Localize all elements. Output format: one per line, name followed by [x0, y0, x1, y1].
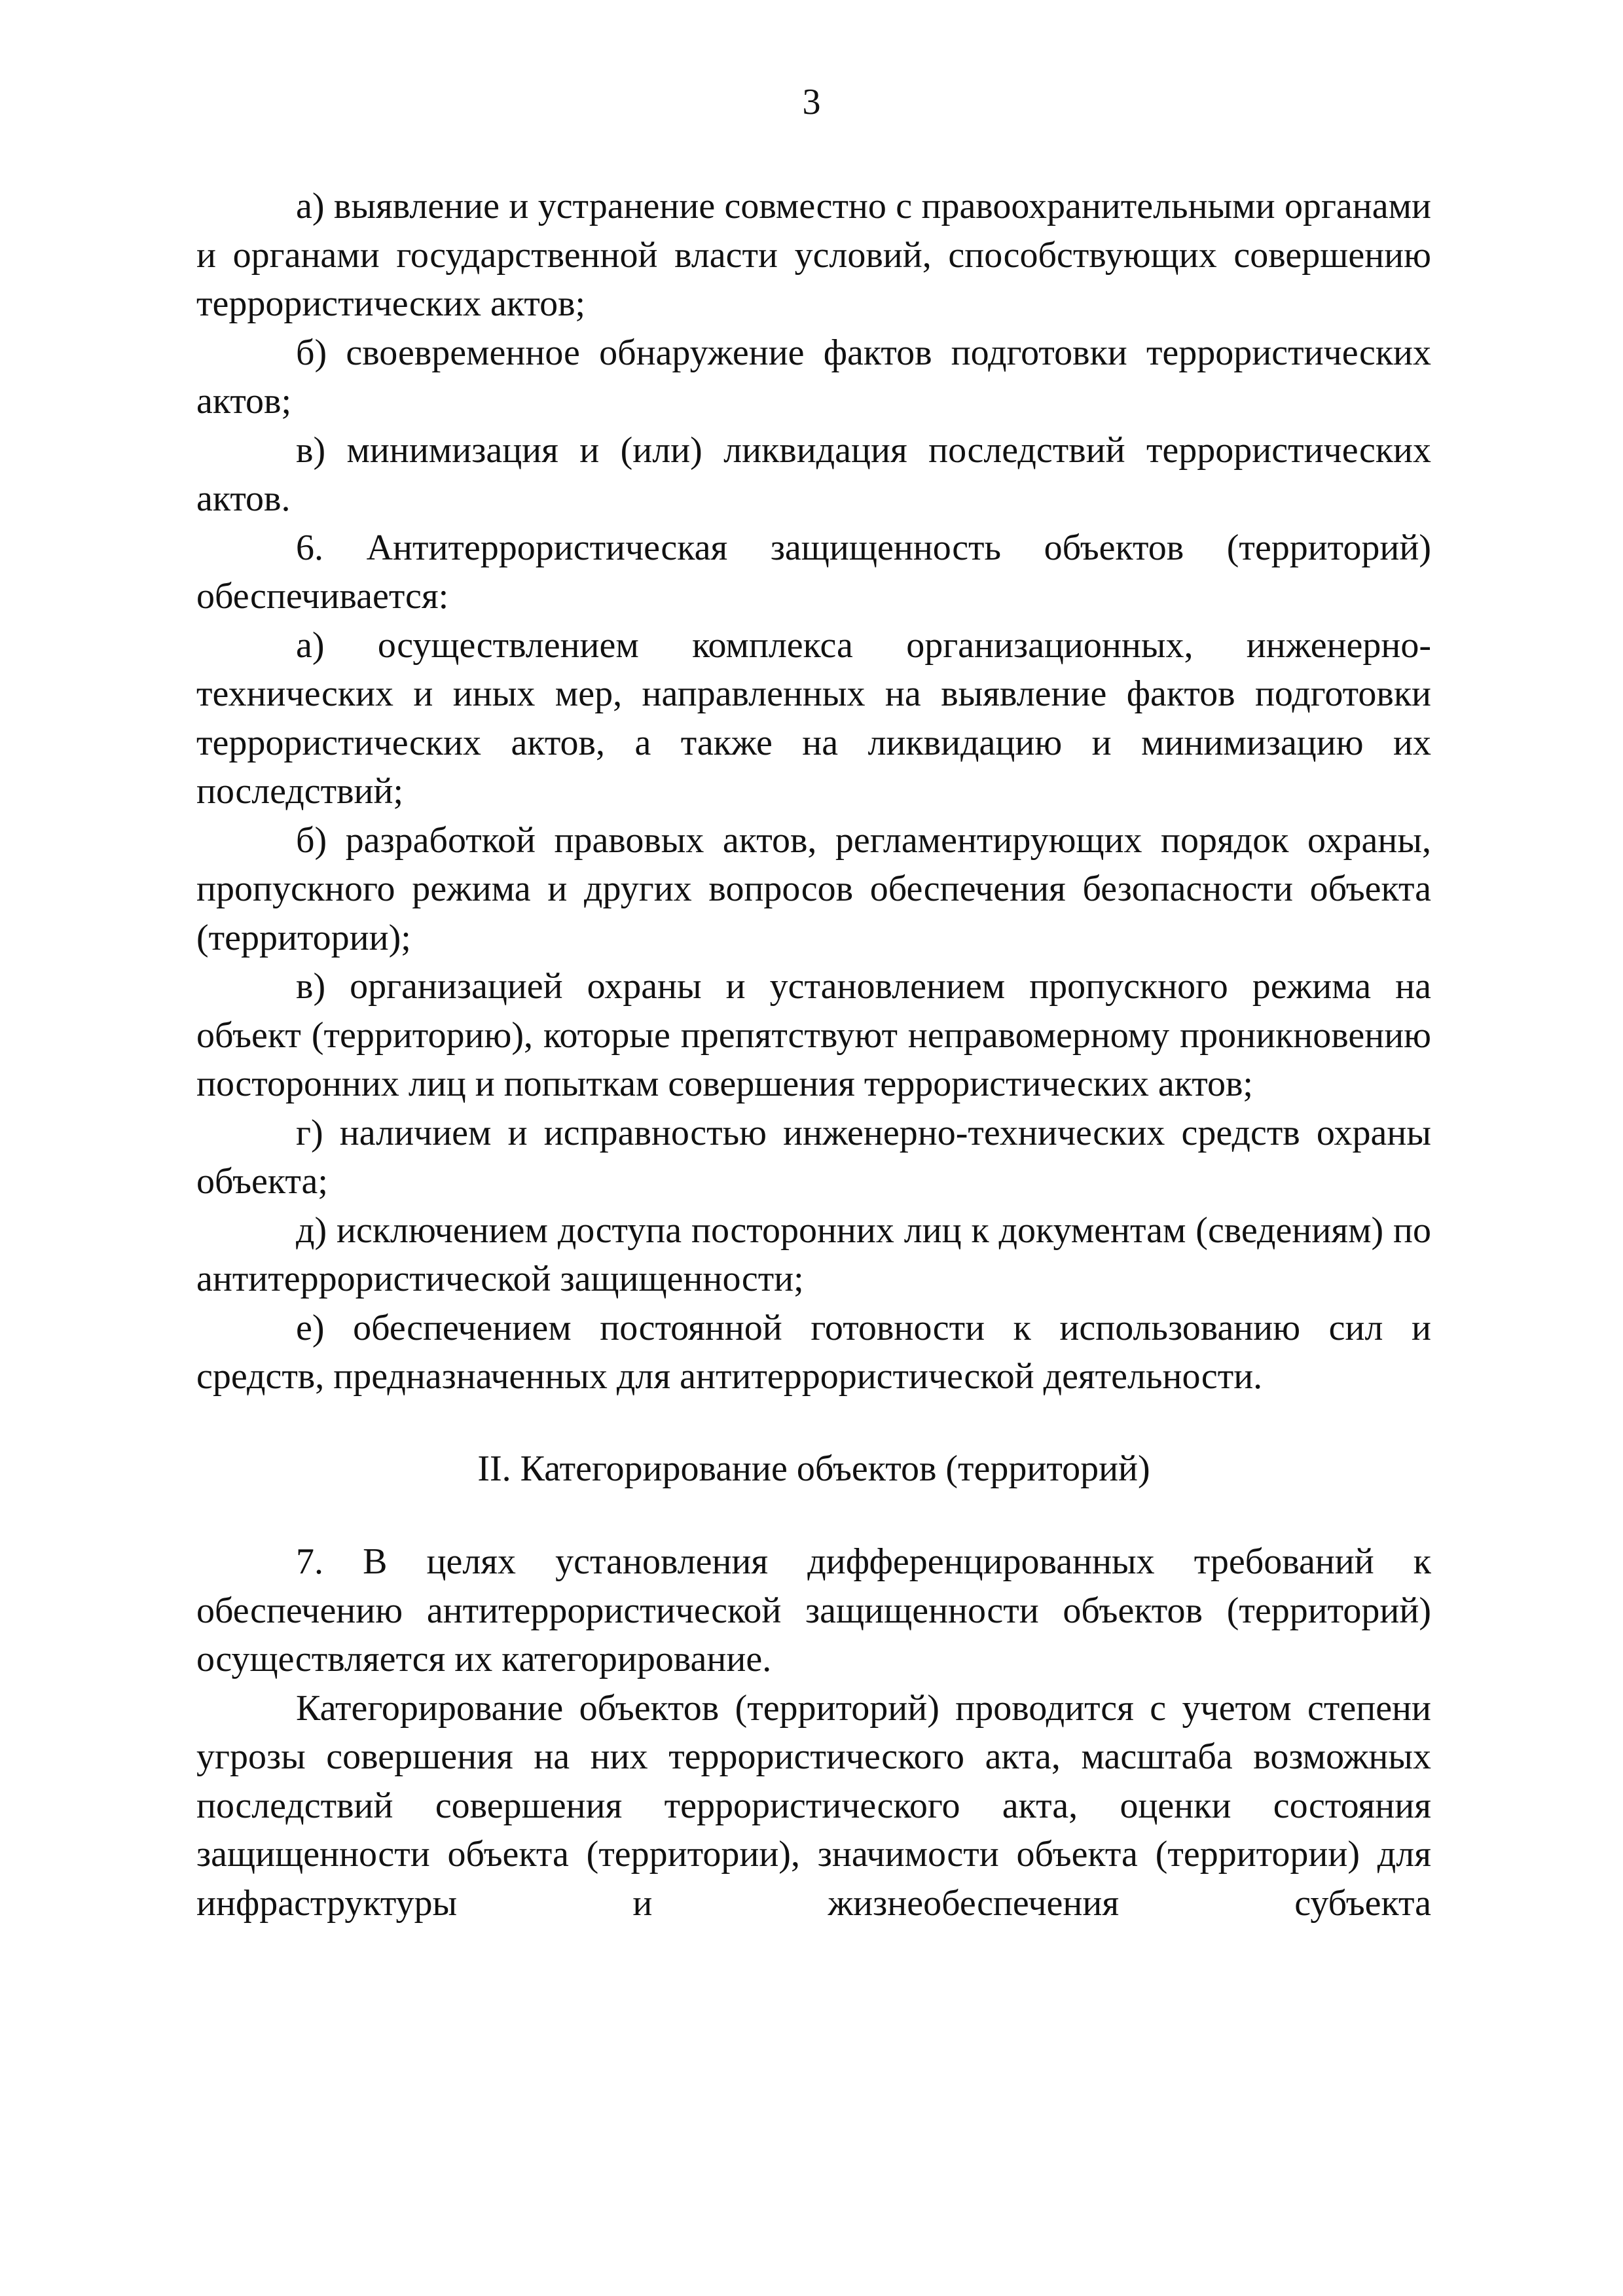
paragraph-5a: а) выявление и устранение совместно с правоохранительными органами и органами государственной власти условий, способствующих совершению террористических актов; — [196, 186, 1431, 324]
paragraph-6f: е) обеспечением постоянной готовности к использованию сил и средств, предназначенных для антитеррористической деятельности. — [196, 1307, 1431, 1397]
paragraph-6a: а) осуществлением комплекса организационных, инженерно-технических и иных мер, направленных на выявление фактов подготовки террористических актов, а также на ликвидацию и минимизацию их последствий; — [196, 624, 1431, 812]
paragraph-6: 6. Антитеррористическая защищенность объектов (территорий) обеспечивается: — [196, 527, 1431, 617]
paragraph-5c: в) минимизация и (или) ликвидация последствий террористических актов. — [196, 429, 1431, 519]
paragraph-7-continued: Категорирование объектов (территорий) проводится с учетом степени угрозы совершения на них террористического акта, масштаба возможных последствий совершения террористического акта, оценки состояния защищенности объекта (территории), значимости объекта (территории) для инфраструктуры и жизнеобеспечения субъекта — [196, 1687, 1431, 1924]
section-heading: II. Категорирование объектов (территорий) — [477, 1448, 1150, 1489]
paragraph-6b: б) разработкой правовых актов, регламентирующих порядок охраны, пропускного режима и других вопросов обеспечения безопасности объекта (территории); — [196, 819, 1431, 958]
paragraph-7: 7. В целях установления дифференцированных требований к обеспечению антитеррористической защищенности объектов (территорий) осуществляется их категорирование. — [196, 1541, 1431, 1679]
paragraph-5b: б) своевременное обнаружение фактов подготовки террористических актов; — [196, 332, 1431, 422]
document-body — [196, 182, 1431, 1928]
paragraph-6d: г) наличием и исправностью инженерно-технических средств охраны объекта; — [196, 1112, 1431, 1202]
paragraph-6c: в) организацией охраны и установлением пропускного режима на объект (территорию), которые препятствуют неправомерному проникновению посторонних лиц и попыткам совершения террористических актов; — [196, 966, 1431, 1104]
page-number: 3 — [802, 82, 821, 122]
paragraph-6e: д) исключением доступа посторонних лиц к документам (сведениям) по антитеррористической защищенности; — [196, 1210, 1431, 1299]
